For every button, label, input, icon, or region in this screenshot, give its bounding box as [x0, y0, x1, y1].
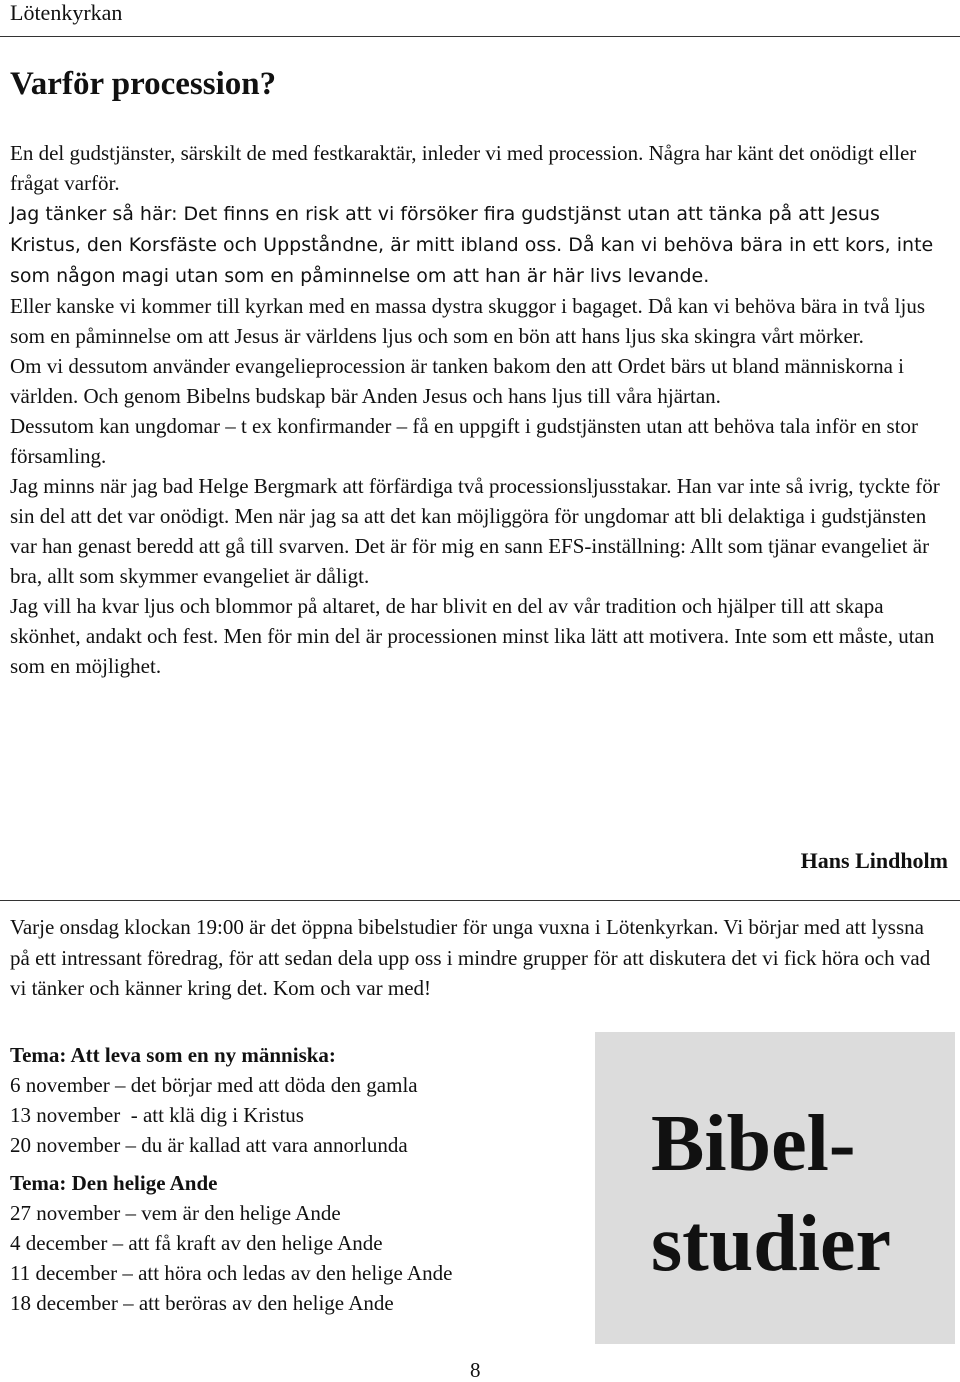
banner-text [651, 1094, 891, 1294]
article-paragraph [10, 291, 945, 351]
paragraph-text: Om vi dessutom använder evangelieprocession är tanken bakom den att Ordet bärs ut bland människorna i världen. Och genom Bibelns budskap bär Anden Jesus och hans ljus till våra hjärtan. [10, 354, 904, 408]
article-signature: Hans Lindholm [800, 848, 948, 873]
paragraph-text: Eller kanske vi kommer till kyrkan med en massa dystra skuggor i bagaget. Då kan vi behöva bära in två ljus som en påminnelse om att Jesus är världens ljus och som en bön att hans ljus ska skingra vårt mörker. [10, 294, 926, 348]
schedule-item: 4 december – att få kraft av den helige Ande [10, 1231, 383, 1255]
schedule-item: 11 december – att höra och ledas av den helige Ande [10, 1261, 453, 1285]
banner-line-1: Bibel- [651, 1100, 856, 1188]
schedule-item: 13 november - att klä dig i Kristus [10, 1103, 304, 1127]
article-heading: Varför procession? [10, 66, 277, 102]
page-number: 8 [470, 1358, 481, 1382]
article-paragraph [10, 351, 945, 411]
article-paragraph [10, 138, 945, 198]
banner-line-2: studier [651, 1200, 891, 1288]
schedule-item: 6 november – det börjar med att döda den gamla [10, 1073, 418, 1097]
schedule-spacer [10, 1160, 590, 1168]
paragraph-text: Dessutom kan ungdomar – t ex konfirmander – få en uppgift i gudstjänsten utan att behöva tala inför en stor församling. [10, 414, 919, 468]
section-divider [0, 900, 960, 901]
schedule-item: 27 november – vem är den helige Ande [10, 1201, 341, 1225]
article-paragraph [10, 471, 945, 591]
paragraph-text: Jag minns när jag bad Helge Bergmark att förfärdiga två processionsljusstakar. Han var inte så ivrig, tyckte för sin del att det var onödigt. Men när jag sa att det kan möjliggöra för ungdomar att bli delaktiga i gudstjänsten var han genast beredd att gå till svarven. Det är för mig en sann EFS-inställning: Allt som tjänar evangeliet är bra, allt som skymmer evangeliet är dåligt. [10, 474, 940, 588]
schedule-item: 20 november – du är kallad att vara annorlunda [10, 1133, 408, 1157]
article-body [10, 138, 945, 681]
header-divider [0, 36, 960, 37]
bible-study-banner [595, 1032, 955, 1344]
schedule-item: 18 december – att beröras av den helige Ande [10, 1291, 394, 1315]
paragraph-text: Jag vill ha kvar ljus och blommor på altaret, de har blivit en del av vår tradition och hjälper till att skapa skönhet, andakt och fest. Men för min del är processionen minst lika lätt att motivera. Inte som ett måste, utan som en möjlighet. [10, 594, 935, 678]
schedule-theme: Tema: Den helige Ande [10, 1171, 218, 1195]
header-title: Lötenkyrkan [10, 0, 123, 25]
bible-study-notice: Varje onsdag klockan 19:00 är det öppna bibelstudier för unga vuxna i Lötenkyrkan. Vi börjar med att lyssna på ett intressant föredrag, för att sedan dela upp oss i mindre grupper för att diskutera det vi fick höra och vad vi tänker och känner kring det. Kom och var med! [10, 915, 931, 1000]
paragraph-text: En del gudstjänster, särskilt de med festkaraktär, inleder vi med procession. Några har känt det onödigt eller frågat varför. [10, 141, 917, 195]
paragraph-text: Jag tänker så här: Det finns en risk att vi försöker fira gudstjänst utan att tänka på att Jesus Kristus, den Korsfäste och Uppståndne, är mitt ibland oss. Då kan vi behöva bära in ett kors, inte som någon magi utan som en påminnelse om att han är här livs levande. [10, 203, 934, 287]
schedule-theme: Tema: Att leva som en ny människa: [10, 1043, 336, 1067]
article-paragraph [10, 591, 945, 681]
bible-study-schedule [10, 1040, 590, 1318]
article-paragraph [10, 198, 945, 291]
article-paragraph [10, 411, 945, 471]
